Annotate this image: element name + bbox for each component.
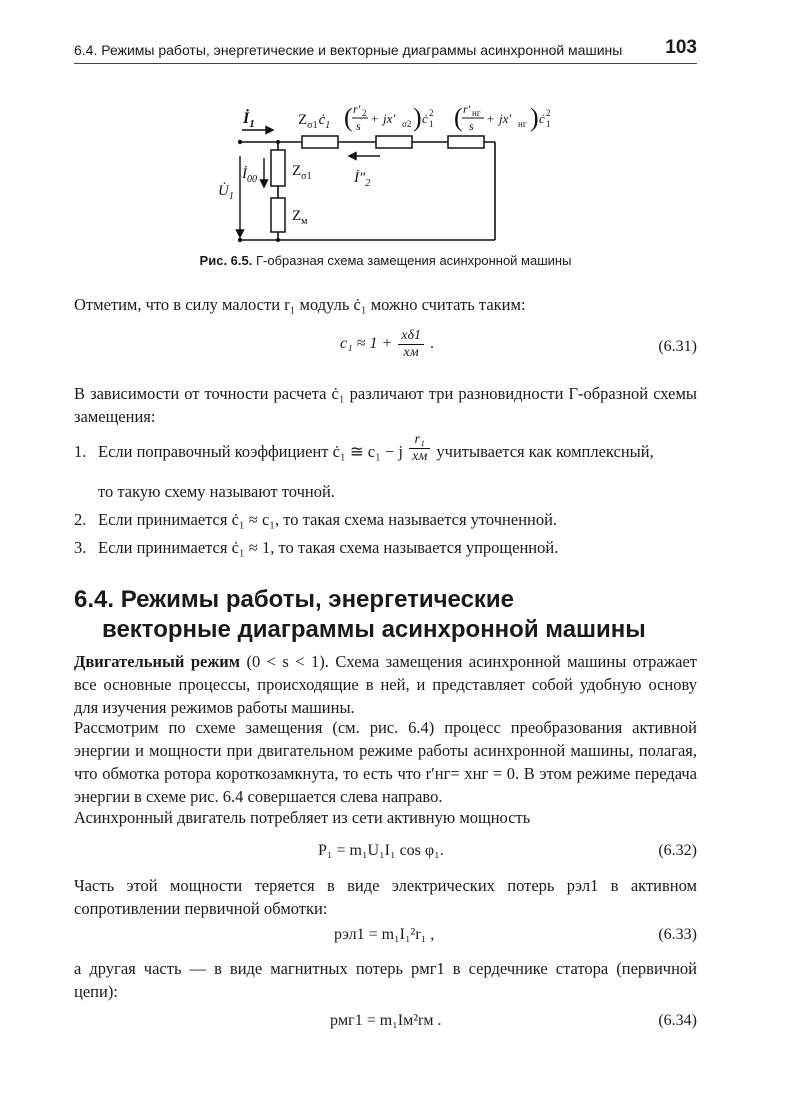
label-i00: $İ_{00}$ xyxy=(242,166,257,185)
paragraph-2: В зависимости от точности расчета ċ₁ различают три разновидности Г-образной схемы замещения: xyxy=(74,384,697,426)
caption-label: Рис. 6.5. xyxy=(199,253,253,268)
item1-frac-den: xм xyxy=(412,448,428,464)
svg-text:s: s xyxy=(356,119,361,133)
paragraph-3 xyxy=(74,650,697,719)
svg-text:нг: нг xyxy=(518,119,527,129)
svg-text:нг: нг xyxy=(472,108,481,118)
label-zm: $Z_м$ xyxy=(292,208,308,227)
header-title: 6.4. Режимы работы, энергетические и векторные диаграммы асинхронной машины xyxy=(74,42,623,58)
svg-text:ċ: ċ xyxy=(422,111,428,126)
list-number-2: 2. xyxy=(74,510,87,529)
svg-text:2: 2 xyxy=(546,108,551,118)
running-header xyxy=(74,37,697,64)
paragraph-6: Часть этой мощности теряется в виде электрических потерь pэл1 в активном сопротивлении первичной обмотки: xyxy=(74,876,697,918)
section-heading-line-1: 6.4. Режимы работы, энергетические xyxy=(74,586,515,613)
item1-part-b: учитывается как комплексный, xyxy=(436,442,654,461)
list-text-2: Если принимается ċ₁ ≈ c₁, то такая схема называется уточненной. xyxy=(98,510,558,529)
resistor-zm xyxy=(271,198,285,232)
svg-text:): ) xyxy=(413,103,422,132)
label-u1: $U̇_1$ xyxy=(218,183,234,202)
list-text-3: Если принимается ċ₁ ≈ 1, то такая схема называется упрощенной. xyxy=(98,538,559,557)
label-branch3 xyxy=(454,102,551,133)
list-item-3 xyxy=(74,536,697,559)
resistor-branch3 xyxy=(448,136,484,148)
label-branch2 xyxy=(344,102,434,133)
svg-text:jx′: jx′ xyxy=(499,111,512,126)
eq631-tail: . xyxy=(429,335,434,353)
section-heading-line-2: векторные диаграммы асинхронной машины xyxy=(102,616,646,643)
equation-6-33: pэл1 = m₁I₁²r₁ , xyxy=(334,926,435,943)
label-zs1c1: $Z_{\sigma 1}ċ_1$ xyxy=(298,112,331,131)
circuit-diagram xyxy=(210,92,580,244)
resistor-branch2 xyxy=(376,136,412,148)
svg-text:s: s xyxy=(469,119,474,133)
svg-text:+: + xyxy=(487,111,495,126)
svg-text:2: 2 xyxy=(362,108,367,118)
list-item-2 xyxy=(74,508,697,531)
eq631-fraction xyxy=(398,328,424,361)
equation-number-6-31: (6.31) xyxy=(658,338,697,355)
svg-text:1: 1 xyxy=(546,119,551,129)
item1-continuation: то такую схему называют точной. xyxy=(98,482,335,501)
svg-text:r′: r′ xyxy=(463,102,471,116)
resistor-zs1 xyxy=(271,150,285,186)
svg-text:2: 2 xyxy=(429,108,434,118)
svg-text:r′: r′ xyxy=(353,102,361,116)
svg-text:jx′: jx′ xyxy=(383,111,396,126)
equation-number-6-34: (6.34) xyxy=(658,1012,697,1029)
node-top xyxy=(276,140,280,144)
list-text-1 xyxy=(98,431,697,465)
paragraph-5: Асинхронный двигатель потребляет из сети активную мощность xyxy=(74,808,531,827)
equation-6-31 xyxy=(340,328,434,361)
paragraph-7: а другая часть — в виде магнитных потерь pмг1 в сердечнике статора (первичной цепи): xyxy=(74,959,697,1001)
equation-number-6-32: (6.32) xyxy=(658,842,697,859)
resistor-zs1c1 xyxy=(302,136,338,148)
eq631-numerator: xδ1 xyxy=(398,328,424,345)
label-i2: $İ''_2$ xyxy=(354,170,371,189)
item1-fraction xyxy=(409,432,430,465)
caption-text: Г-образная схема замещения асинхронной машины xyxy=(255,253,572,268)
eq631-denominator: xм xyxy=(403,345,419,360)
list-number-1: 1. xyxy=(74,442,87,461)
page-number: 103 xyxy=(665,37,697,58)
figure-caption xyxy=(74,253,697,268)
eq631-lhs: c₁ ≈ 1 + xyxy=(340,335,393,353)
paragraph-4: Рассмотрим по схеме замещения (см. рис. 6.4) процесс преобразования активной энергии и мощности при двигательном режиме работы асинхронной машины, полагая, что обмотка ротора короткозамкнута, то есть что r′нг= xнг = 0. В этом режиме передача энергии в схеме рис. 6.4 совершается слева направо. xyxy=(74,718,697,806)
terminal-top xyxy=(238,140,242,144)
svg-text:ċ: ċ xyxy=(539,111,545,126)
svg-text:+: + xyxy=(371,111,379,126)
paragraph-3-lead: Двигательный режим xyxy=(74,652,241,671)
paragraph-1: Отметим, что в силу малости r₁ модуль ċ₁ можно считать таким: xyxy=(74,295,526,314)
section-heading xyxy=(74,585,646,645)
item1-frac-num: r₁ xyxy=(409,432,430,449)
svg-text:): ) xyxy=(530,103,539,132)
list-number-3: 3. xyxy=(74,538,87,557)
equation-6-34: pмг1 = m₁Iм²rм . xyxy=(330,1012,442,1029)
svg-text:1: 1 xyxy=(429,119,434,129)
equation-6-32: P₁ = m₁U₁I₁ cos φ₁. xyxy=(318,842,444,859)
paragraph-3-rest: (0 < s < 1). Схема замещения асинхронной машины отражает все основные процессы, происходящие в ней, и представляет собой удобную основу для изучения режимов работы машины. xyxy=(74,652,697,717)
circuit-figure xyxy=(210,92,580,244)
equation-number-6-33: (6.33) xyxy=(658,926,697,943)
svg-text:(: ( xyxy=(344,103,353,132)
item1-part-a: Если поправочный коэффициент ċ₁ ≅ c₁ − j xyxy=(98,442,403,461)
svg-text:σ2: σ2 xyxy=(402,119,412,129)
svg-text:(: ( xyxy=(454,103,463,132)
node-bottom xyxy=(276,238,280,242)
label-zs1: $Z_{\sigma 1}$ xyxy=(292,163,312,182)
label-i1: $İ_1$ xyxy=(243,110,255,130)
